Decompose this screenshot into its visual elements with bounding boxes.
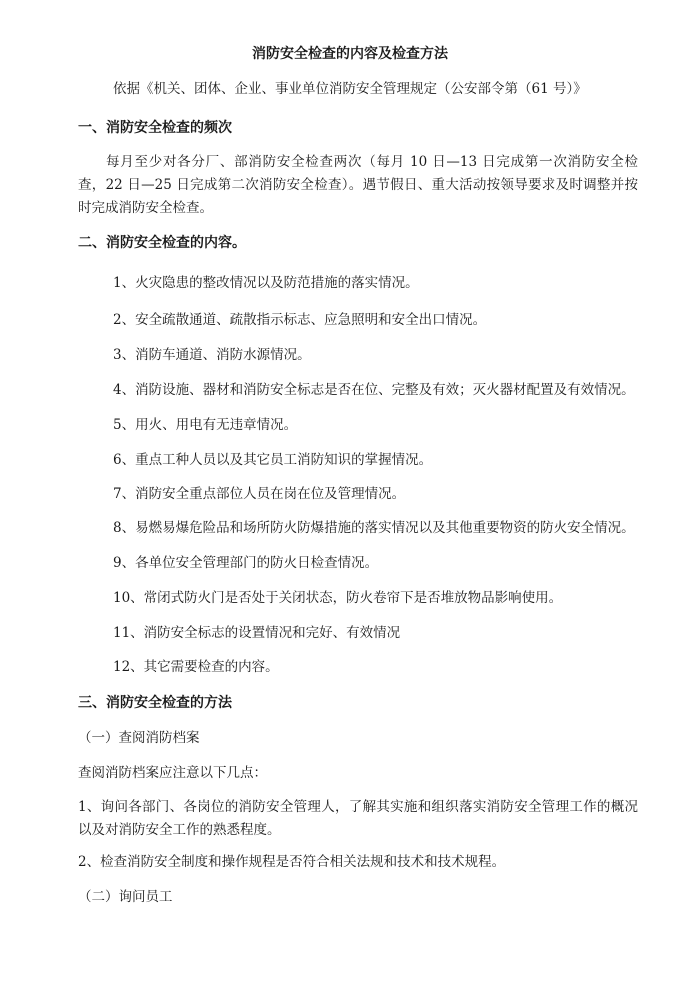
content-item: 10、常闭式防火门是否处于关闭状态，防火卷帘下是否堆放物品影响使用。 [113, 590, 563, 606]
subsection1-point1: 1、询问各部门、各岗位的消防安全管理人，了解其实施和组织落实消防安全管理工作的概况以及对消防安全工作的熟悉程度。 [78, 799, 638, 838]
subsection1-point2: 2、检查消防安全制度和操作规程是否符合相关法规和技术和技术规程。 [78, 854, 506, 870]
section1-heading: 一、消防安全检查的频次 [78, 120, 232, 136]
section3-heading: 三、消防安全检查的方法 [78, 695, 232, 711]
subsection1-heading: （一）查阅消防档案 [78, 730, 200, 746]
content-item: 1、火灾隐患的整改情况以及防范措施的落实情况。 [113, 275, 419, 291]
content-item: 4、消防设施、器材和消防安全标志是否在位、完整及有效；灭火器材配置及有效情况。 [113, 382, 635, 398]
section2-heading: 二、消防安全检查的内容。 [78, 235, 246, 251]
document-title: 消防安全检查的内容及检查方法 [252, 46, 448, 62]
regulation-basis: 依据《机关、团体、企业、事业单位消防安全管理规定（公安部令第（61 号）》 [113, 81, 587, 97]
content-item: 6、重点工种人员以及其它员工消防知识的掌握情况。 [113, 452, 433, 468]
content-item: 2、安全疏散通道、疏散指示标志、应急照明和安全出口情况。 [113, 312, 487, 328]
content-item: 11、消防安全标志的设置情况和完好、有效情况 [113, 625, 401, 641]
section1-paragraph: 每月至少对各分厂、部消防安全检查两次（每月 10 日—13 日完成第一次消防安全检查，22 日—25 日完成第二次消防安全检查）。遇节假日、重大活动按领导要求及时调整并按时完成消防安全检查。 [78, 154, 638, 216]
subsection2-heading: （二）询问员工 [78, 889, 173, 905]
content-item: 8、易燃易爆危险品和场所防火防爆措施的落实情况以及其他重要物资的防火安全情况。 [113, 520, 635, 536]
content-item: 5、用火、用电有无违章情况。 [113, 417, 298, 433]
content-item: 3、消防车通道、消防水源情况。 [113, 347, 311, 363]
content-item: 9、各单位安全管理部门的防火日检查情况。 [113, 555, 379, 571]
content-item: 7、消防安全重点部位人员在岗在位及管理情况。 [113, 486, 406, 502]
subsection1-intro: 查阅消防档案应注意以下几点： [78, 765, 267, 781]
content-item: 12、其它需要检查的内容。 [113, 659, 279, 675]
